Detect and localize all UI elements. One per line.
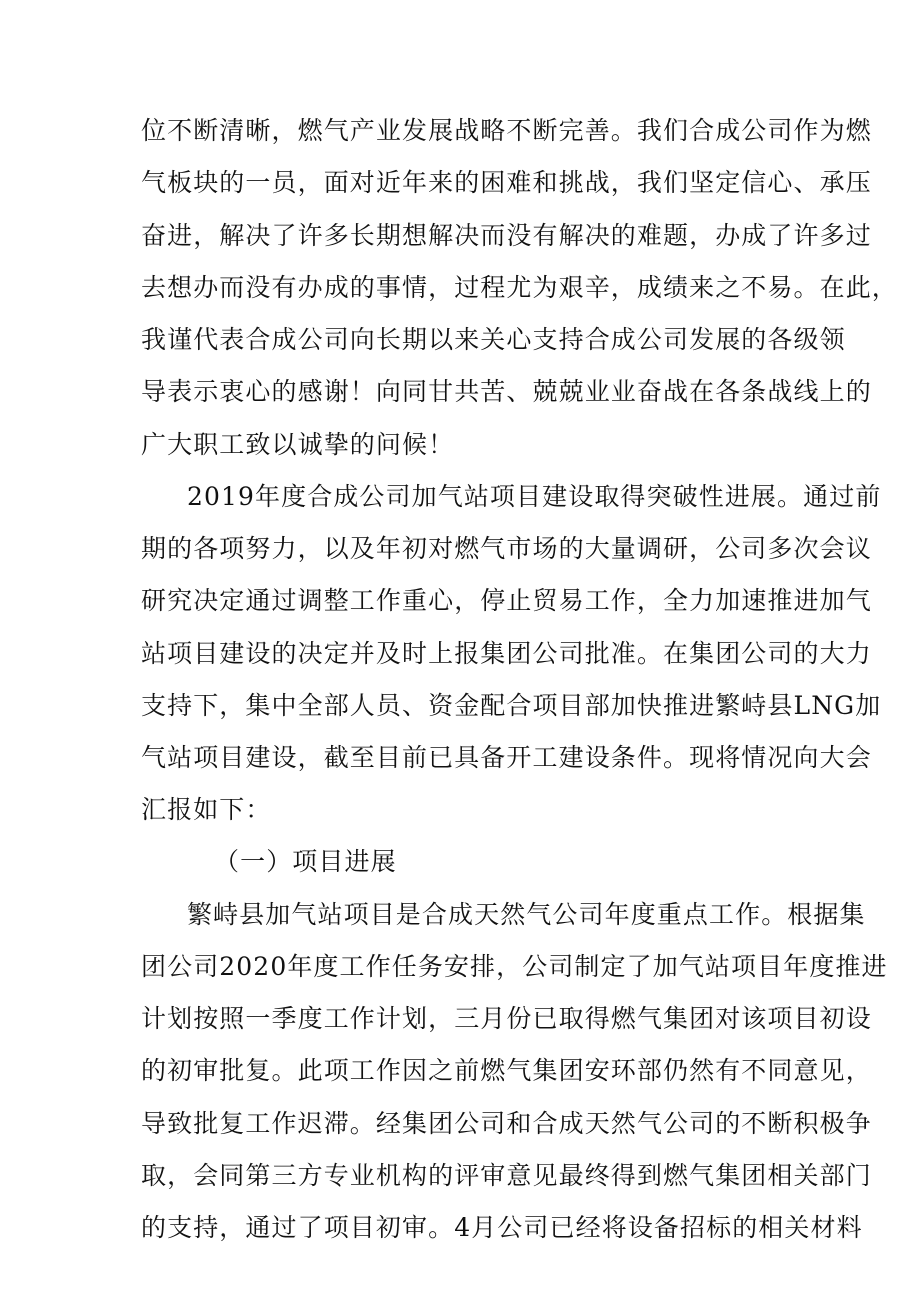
paragraph-line: 气站项目建设，截至目前已具备开工建设条件。现将情况向大会 bbox=[141, 743, 872, 772]
paragraph-line: 导表示衷心的感谢！向同甘共苦、兢兢业业奋战在各条战线上的 bbox=[141, 377, 872, 406]
paragraph-line: 团公司2020年度工作任务安排，公司制定了加气站项目年度推进 bbox=[141, 952, 888, 981]
paragraph-line: 2019年度合成公司加气站项目建设取得突破性进展。通过前 bbox=[187, 482, 882, 511]
paragraph-line: 气板块的一员，面对近年来的困难和挑战，我们坚定信心、承压 bbox=[141, 168, 872, 197]
paragraph-line: 繁峙县加气站项目是合成天然气公司年度重点工作。根据集 bbox=[187, 900, 866, 929]
paragraph-line: 去想办而没有办成的事情，过程尤为艰辛，成绩来之不易。在此， bbox=[141, 273, 898, 302]
section-heading: （一）项目进展 bbox=[214, 847, 397, 876]
paragraph-line: 期的各项努力，以及年初对燃气市场的大量调研，公司多次会议 bbox=[141, 534, 872, 563]
paragraph-line: 位不断清晰，燃气产业发展战略不断完善。我们合成公司作为燃 bbox=[141, 116, 872, 145]
paragraph-line: 的初审批复。此项工作因之前燃气集团安环部仍然有不同意见， bbox=[141, 1056, 872, 1085]
paragraph-line: 站项目建设的决定并及时上报集团公司批准。在集团公司的大力 bbox=[141, 639, 872, 668]
paragraph-line: 的支持，通过了项目初审。4月公司已经将设备招标的相关材料 bbox=[141, 1213, 863, 1242]
paragraph-line: 广大职工致以诚挚的问候！ bbox=[141, 430, 455, 459]
paragraph-line: 我谨代表合成公司向长期以来关心支持合成公司发展的各级领 bbox=[141, 325, 846, 354]
paragraph-line: 计划按照一季度工作计划，三月份已取得燃气集团对该项目初设 bbox=[141, 1004, 872, 1033]
paragraph-line: 研究决定通过调整工作重心，停止贸易工作，全力加速推进加气 bbox=[141, 586, 872, 615]
paragraph-line: 支持下，集中全部人员、资金配合项目部加快推进繁峙县LNG加 bbox=[141, 691, 882, 720]
paragraph-line: 汇报如下： bbox=[141, 795, 272, 824]
paragraph-line: 导致批复工作迟滞。经集团公司和合成天然气公司的不断积极争 bbox=[141, 1109, 872, 1138]
paragraph-line: 取，会同第三方专业机构的评审意见最终得到燃气集团相关部门 bbox=[141, 1161, 872, 1190]
paragraph-line: 奋进，解决了许多长期想解决而没有解决的难题，办成了许多过 bbox=[141, 221, 872, 250]
